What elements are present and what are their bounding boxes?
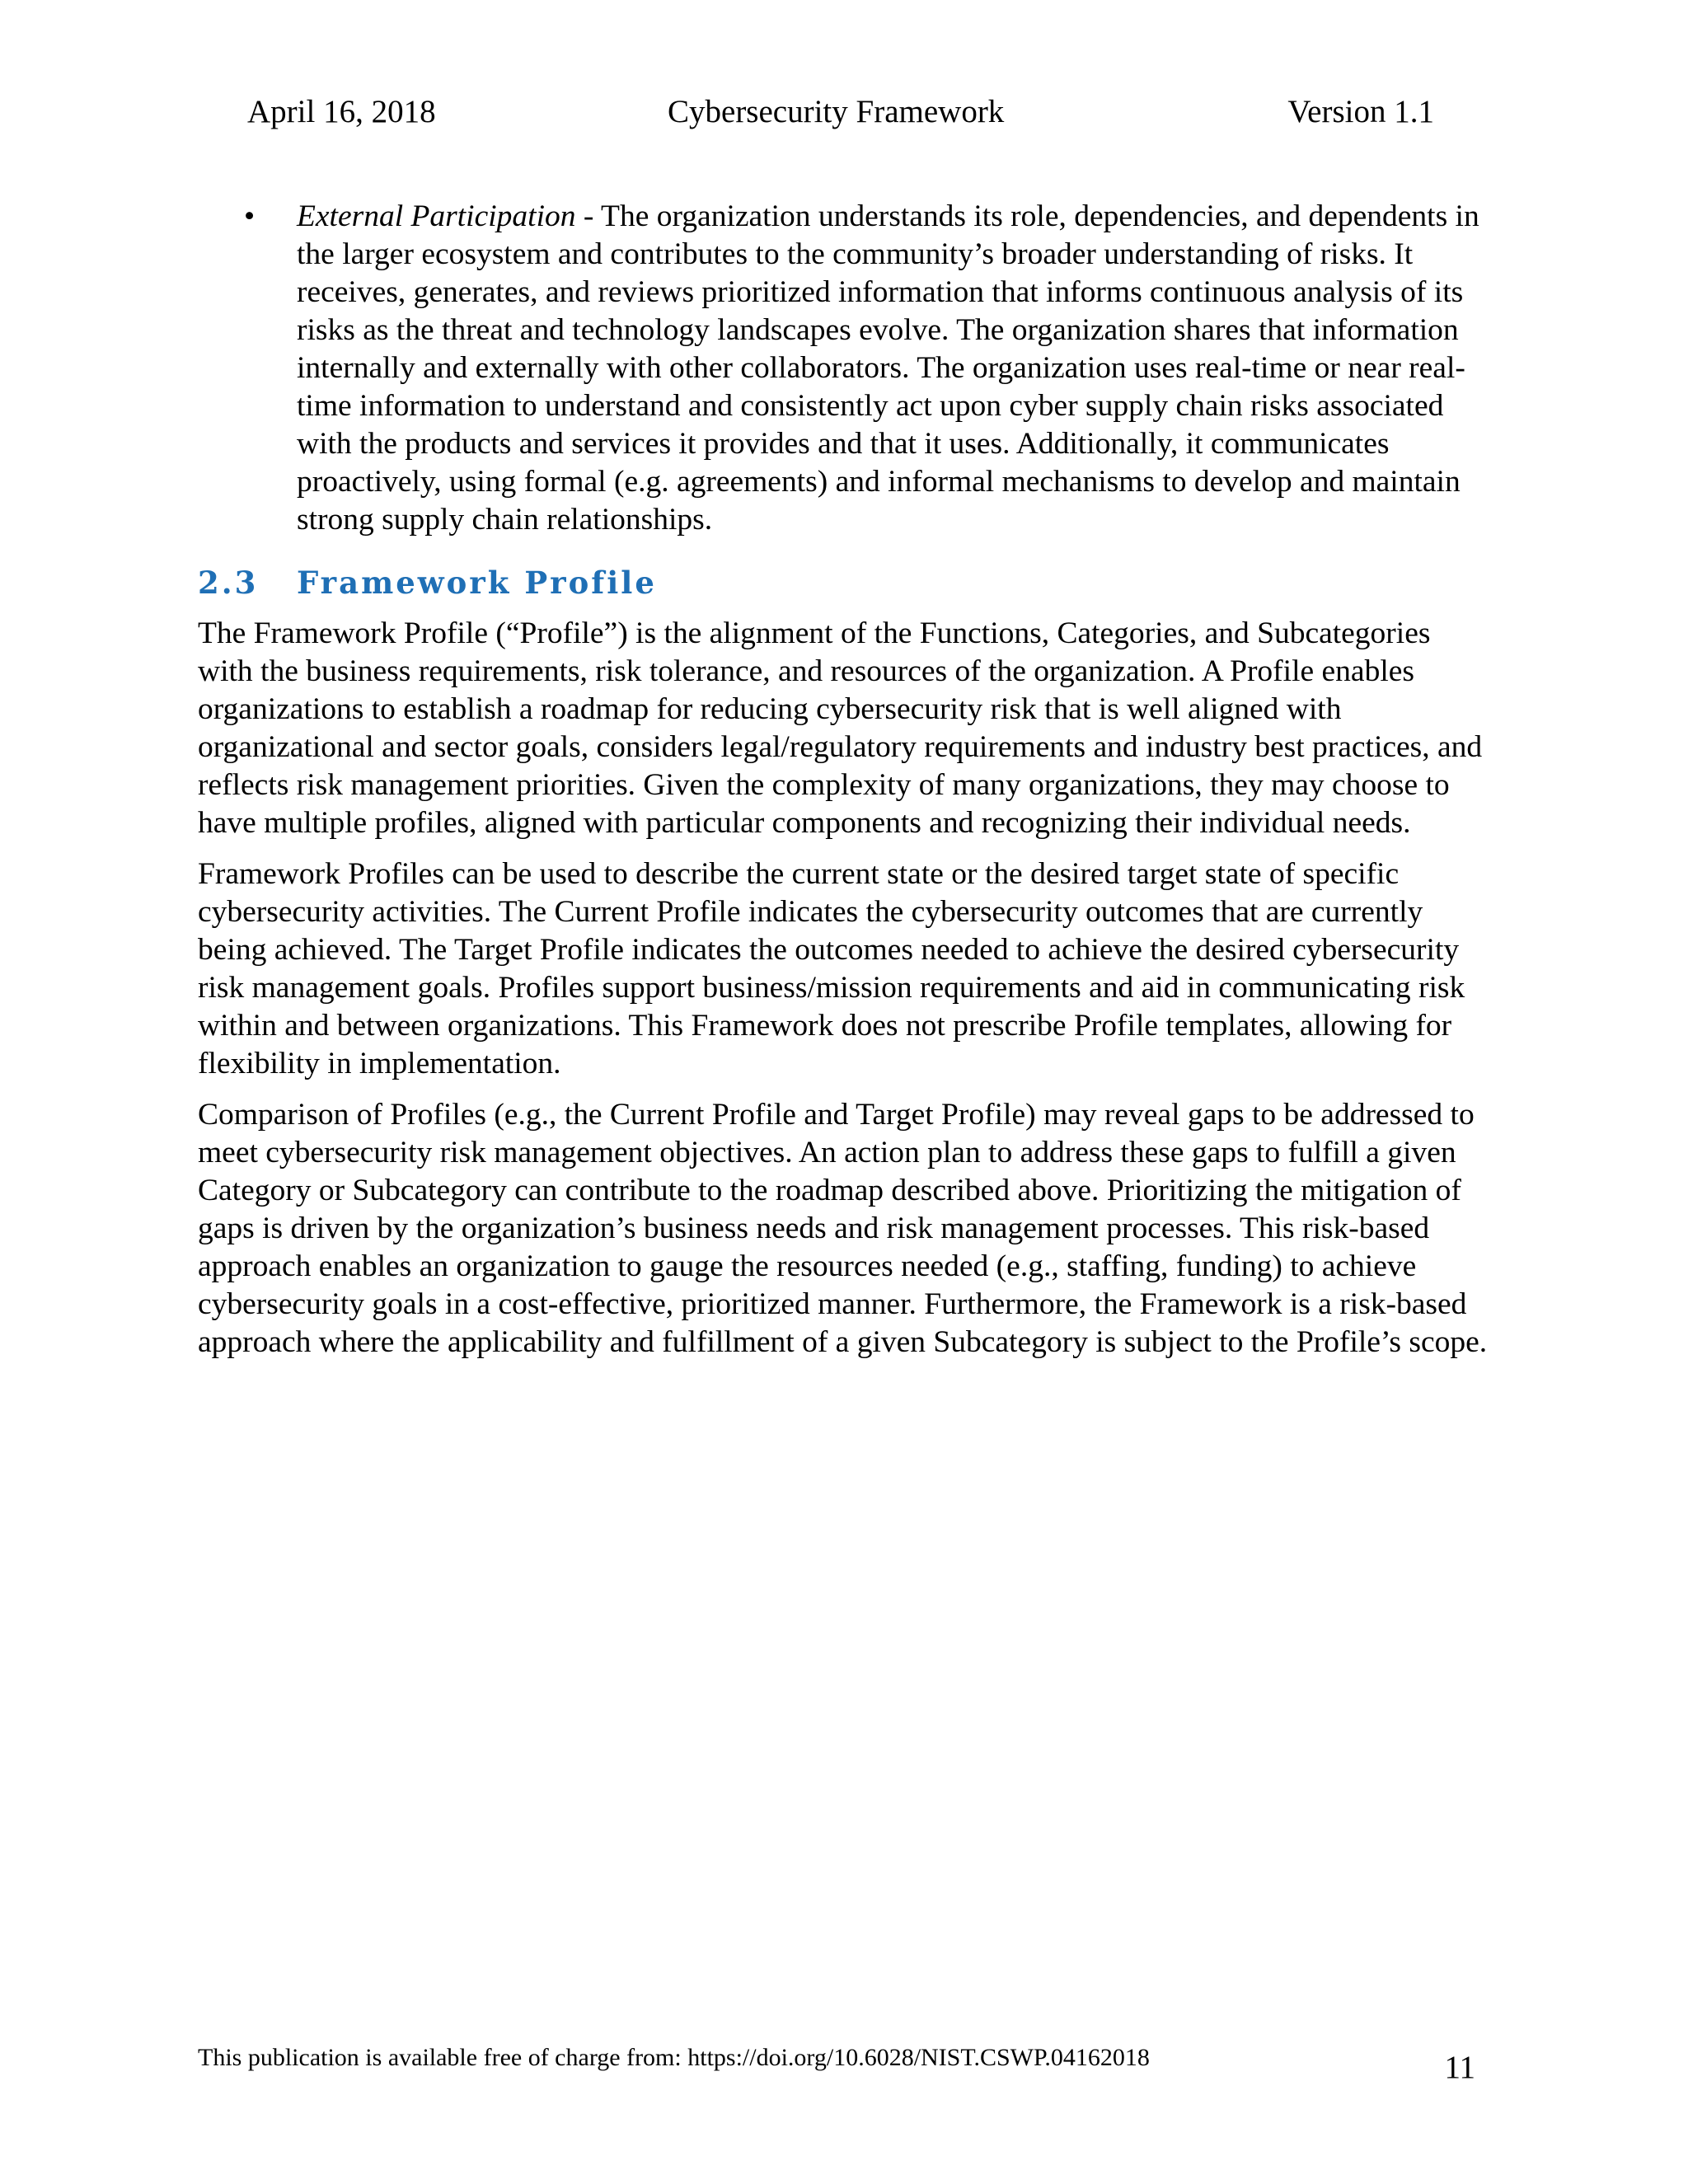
header-version: Version 1.1 [1287, 94, 1434, 129]
section-title: Framework Profile [297, 565, 657, 601]
header-date: April 16, 2018 [247, 94, 436, 129]
footer-publication-text: This publication is available free of charge from: https://doi.org/10.6028/NIST.CSWP.04162018 [198, 2044, 1150, 2071]
bullet-term: External Participation [297, 199, 576, 233]
section-heading [198, 560, 1492, 605]
page-header [247, 93, 1434, 143]
bullet-item-external-participation [198, 198, 1492, 539]
paragraph-profile-definition: The Framework Profile (“Profile”) is the alignment of the Functions, Categories, and Subcategories with the business requirements, risk tolerance, and resources of the organization. A Profile enables organizations to establish a roadmap for reducing cybersecurity risk that is well aligned with organizational and sector goals, considers legal/regulatory requirements and industry best practices, and reflects risk management priorities. Given the complexity of many organizations, they may choose to have multiple profiles, aligned with particular components and recognizing their individual needs. [198, 616, 1483, 840]
section-number: 2.3 [198, 565, 259, 601]
paragraph-profile-states: Framework Profiles can be used to describe the current state or the desired target state of specific cybersecurity activities. The Current Profile indicates the cybersecurity outcomes that are currently being achieved. The Target Profile indicates the outcomes needed to achieve the desired cybersecurity risk management goals. Profiles support business/mission requirements and aid in communicating risk within and between organizations. This Framework does not prescribe Profile templates, allowing for flexibility in implementation. [198, 857, 1465, 1080]
bullet-dot-icon: • [244, 199, 256, 233]
page-number: 11 [1444, 2050, 1475, 2085]
paragraph-profile-comparison: Comparison of Profiles (e.g., the Current Profile and Target Profile) may reveal gaps to be addressed to meet cybersecurity risk management objectives. An action plan to address these gaps to fulfill a given Category or Subcategory can contribute to the roadmap described above. Prioritizing the mitigation of gaps is driven by the organization’s business needs and risk management processes. This risk-based approach enables an organization to gauge the resources needed (e.g., staffing, funding) to achieve cybersecurity goals in a cost-effective, prioritized manner. Furthermore, the Framework is a risk-based approach where the applicability and fulfillment of a given Subcategory is subject to the Profile’s scope. [198, 1098, 1488, 1359]
header-title: Cybersecurity Framework [668, 94, 1005, 129]
document-body [198, 198, 1492, 1375]
page-footer [198, 2044, 1475, 2085]
bullet-text: - The organization understands its role, dependencies, and dependents in the larger ecosystem and contributes to the community’s broader understanding of risks. It receives, generates, and reviews prioritized information that informs continuous analysis of its risks as the threat and technology landscapes evolve. The organization shares that information internally and externally with other collaborators. The organization uses real-time or near real-time information to understand and consistently act upon cyber supply chain risks associated with the products and services it provides and that it uses. Additionally, it communicates proactively, using formal (e.g. agreements) and informal mechanisms to develop and maintain strong supply chain relationships. [297, 199, 1479, 537]
